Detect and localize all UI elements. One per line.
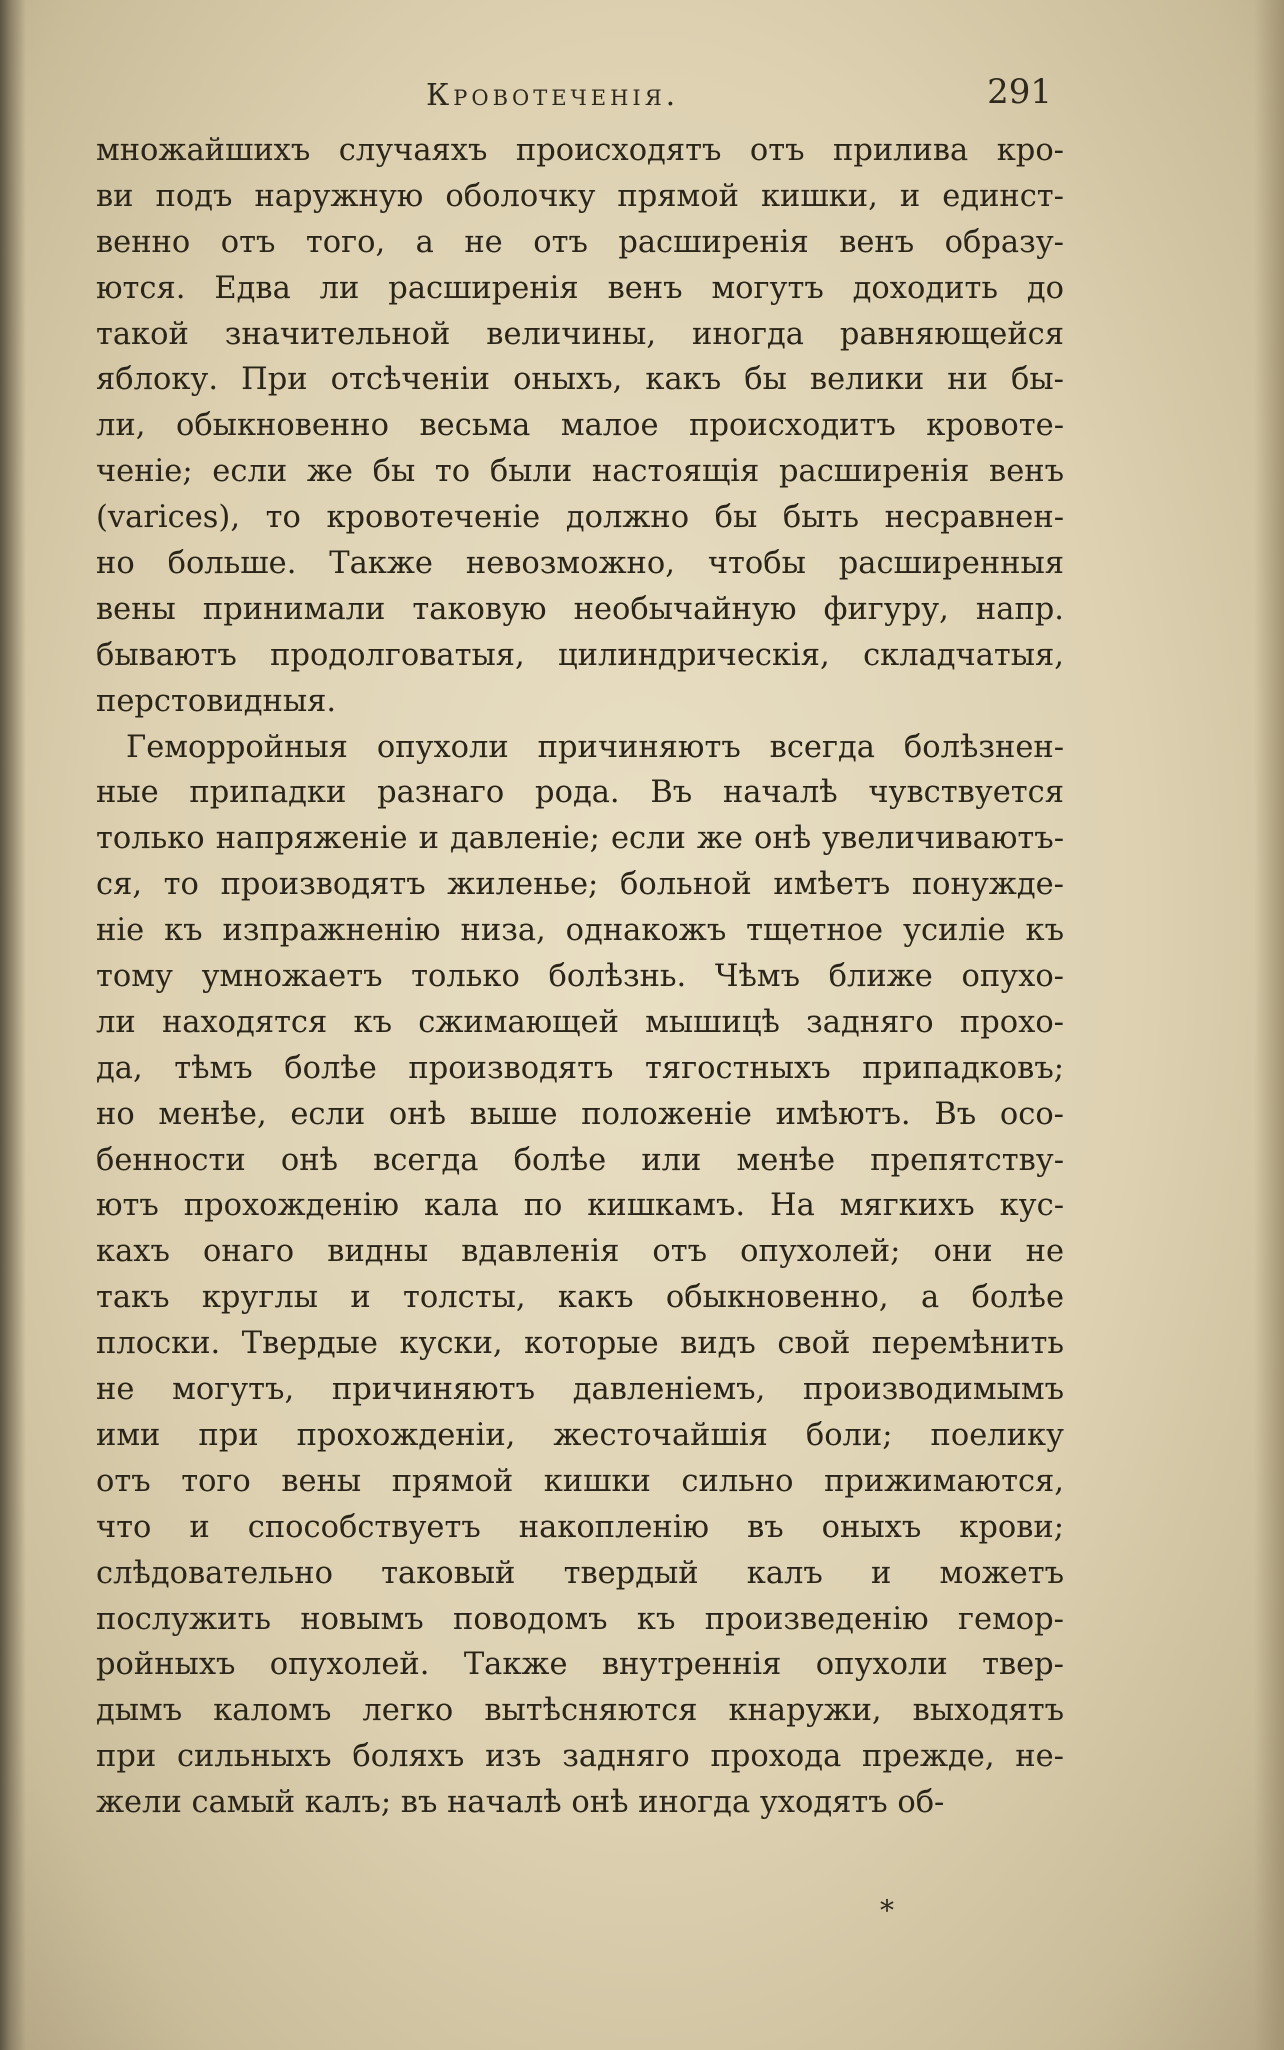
text-line: ся, то производятъ жиленье; больной имѣетъ понужде- <box>96 867 1064 903</box>
text-line: вены принимали таковую необычайную фигуру, напр. <box>96 591 1064 627</box>
text-line: но больше. Также невозможно, чтобы расширенныя <box>96 546 1064 582</box>
signature-mark: * <box>880 1894 894 1927</box>
text-line: только напряженіе и давленіе; если же онѣ увеличиваютъ- <box>96 821 1064 857</box>
text-line: отъ того вены прямой кишки сильно прижимаются, <box>96 1463 1064 1499</box>
text-line: яблоку. При отсѣченіи оныхъ, какъ бы велики ни бы- <box>96 362 1064 398</box>
text-line: Геморройныя опухоли причиняютъ всегда болѣзнен- <box>126 729 1064 765</box>
text-line: венно отъ того, а не отъ расширенія венъ образу- <box>96 224 1064 260</box>
text-line: ими при прохожденіи, жесточайшія боли; поелику <box>96 1417 1064 1453</box>
text-line: ченіе; если же бы то были настоящія расширенія венъ <box>96 454 1064 490</box>
text-line: такъ круглы и толсты, какъ обыкновенно, а болѣе <box>96 1280 1064 1316</box>
page-number: 291 <box>987 72 1052 112</box>
text-line: слѣдовательно таковый твердый калъ и можетъ <box>96 1555 1064 1591</box>
text-line: послужить новымъ поводомъ къ произведенію гемор- <box>96 1601 1064 1637</box>
page-header <box>110 72 1070 122</box>
text-line: такой значительной величины, иногда равняющейся <box>96 316 1064 352</box>
text-line: (varices), то кровотеченіе должно бы быть несравнен- <box>96 500 1064 536</box>
text-line: ніе къ изпражненію низа, однакожъ тщетное усиліе къ <box>96 913 1064 949</box>
text-line: ви подъ наружную оболочку прямой кишки, и единст- <box>96 178 1064 214</box>
text-line: кахъ онаго видны вдавленія отъ опухолей; они не <box>96 1234 1064 1270</box>
text-line: ные припадки разнаго рода. Въ началѣ чувствуется <box>96 775 1064 811</box>
text-line: тому умножаетъ только болѣзнь. Чѣмъ ближе опухо- <box>96 959 1064 995</box>
text-line: не могутъ, причиняютъ давленіемъ, производимымъ <box>96 1372 1064 1408</box>
text-line: ли находятся къ сжимающей мышицѣ задняго прохо- <box>96 1004 1064 1040</box>
text-line: ются. Едва ли расширенія венъ могутъ доходить до <box>96 270 1064 306</box>
text-line: что и способствуетъ накопленію въ оныхъ крови; <box>96 1509 1064 1545</box>
running-title: Кровотеченія. <box>426 78 680 113</box>
text-line: жели самый калъ; въ началѣ онѣ иногда уходятъ об- <box>96 1785 945 1821</box>
text-line: перстовидныя. <box>96 683 337 719</box>
body-text <box>96 128 1064 1826</box>
page-edge-shadow <box>1254 0 1284 2050</box>
text-line: ли, обыкновенно весьма малое происходитъ кровоте- <box>96 408 1064 444</box>
text-line: множайшихъ случаяхъ происходятъ отъ прилива кро- <box>96 133 1064 168</box>
text-line: дымъ каломъ легко вытѣсняются кнаружи, выходятъ <box>96 1693 1064 1729</box>
text-line: плоски. Твердые куски, которые видъ свой перемѣнить <box>96 1326 1064 1362</box>
text-line: но менѣе, если онѣ выше положеніе имѣютъ. Въ осо- <box>96 1096 1064 1132</box>
text-line: бенности онѣ всегда болѣе или менѣе препятству- <box>96 1142 1064 1178</box>
text-line: ройныхъ опухолей. Также внутреннія опухоли твер- <box>96 1647 1064 1683</box>
book-gutter-shadow <box>0 0 26 2050</box>
text-line: при сильныхъ боляхъ изъ задняго прохода прежде, не- <box>96 1739 1064 1775</box>
text-line: ютъ прохожденію кала по кишкамъ. На мягкихъ кус- <box>96 1188 1064 1224</box>
text-line: бываютъ продолговатыя, цилиндрическія, складчатыя, <box>96 637 1064 673</box>
text-line: да, тѣмъ болѣе производятъ тягостныхъ припадковъ; <box>96 1050 1064 1086</box>
